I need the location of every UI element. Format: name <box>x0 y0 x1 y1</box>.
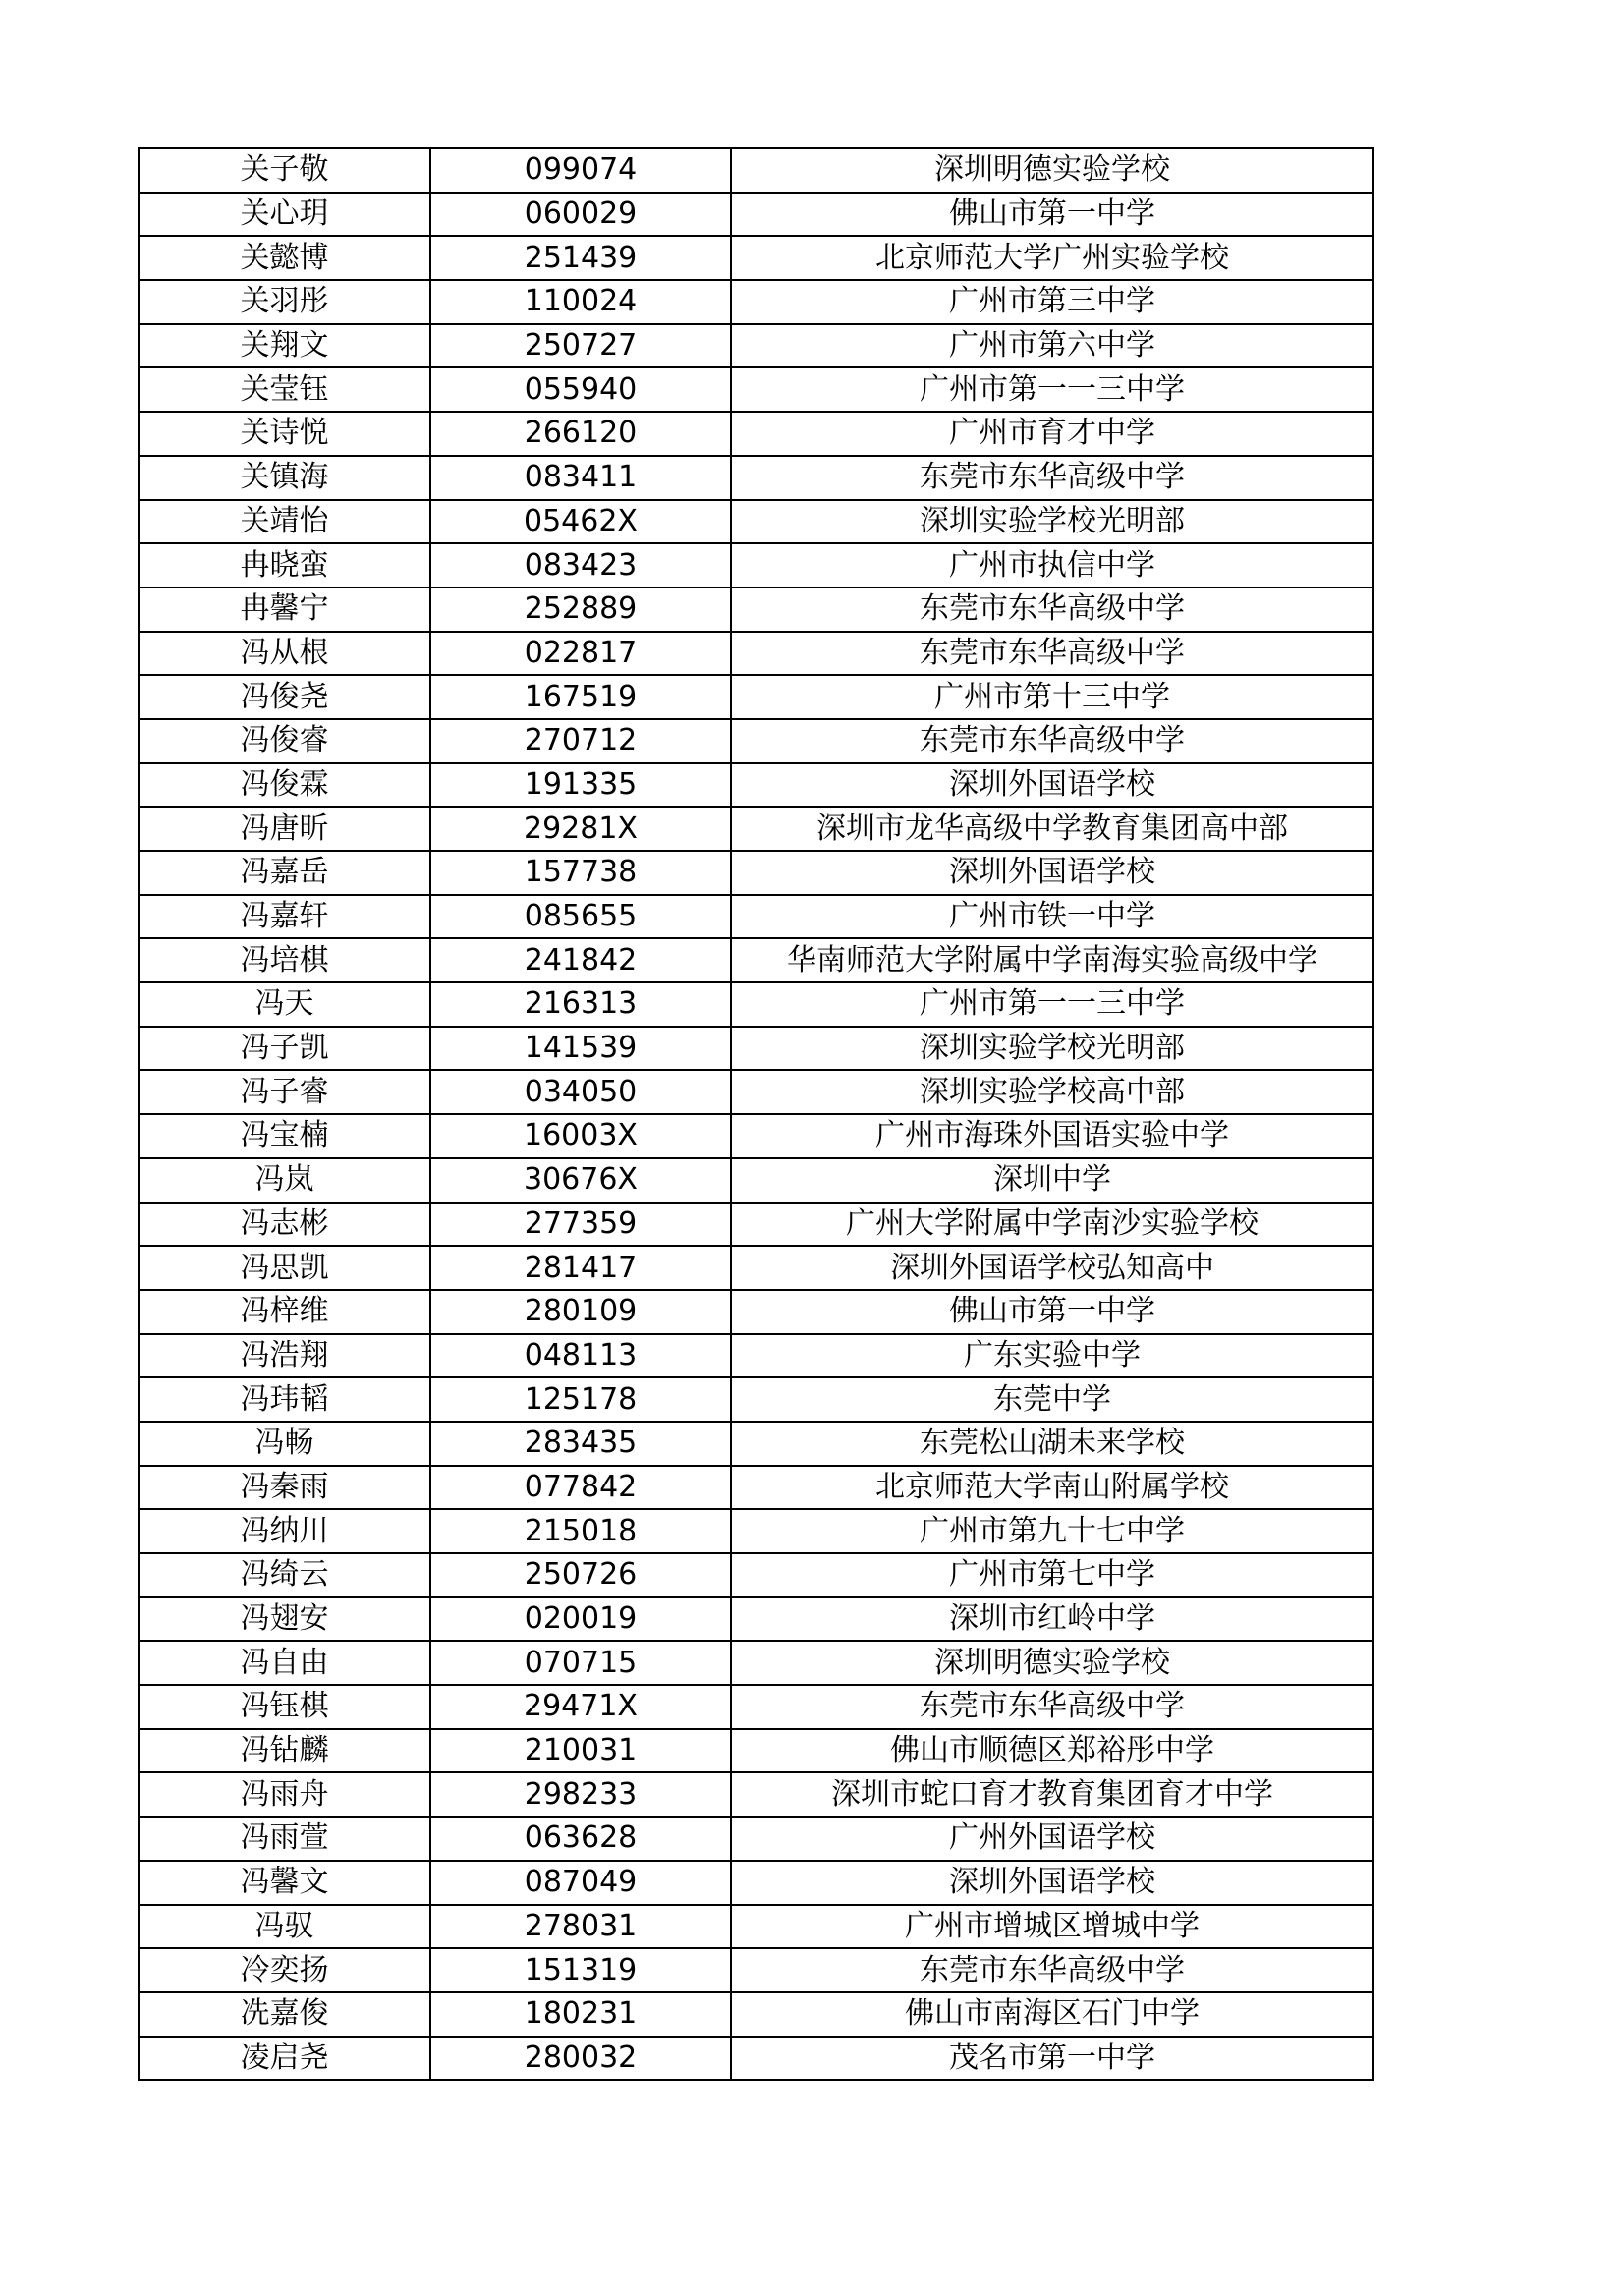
school-cell: 广州市第六中学 <box>731 324 1373 368</box>
id-cell: 16003X <box>430 1114 731 1158</box>
school-cell: 广州市海珠外国语实验中学 <box>731 1114 1373 1158</box>
school-cell: 深圳外国语学校弘知高中 <box>731 1246 1373 1290</box>
table-row <box>139 1817 1373 1861</box>
school-cell: 深圳实验学校高中部 <box>731 1070 1373 1114</box>
id-cell: 077842 <box>430 1466 731 1510</box>
name-cell: 冯子凯 <box>139 1027 430 1071</box>
school-cell: 深圳外国语学校 <box>731 1861 1373 1905</box>
school-cell: 深圳市龙华高级中学教育集团高中部 <box>731 807 1373 851</box>
name-cell: 冯俊霖 <box>139 763 430 808</box>
id-cell: 087049 <box>430 1861 731 1905</box>
table-row <box>139 1641 1373 1685</box>
table-row <box>139 1290 1373 1334</box>
table-row <box>139 1246 1373 1290</box>
school-cell: 广州市执信中学 <box>731 543 1373 588</box>
id-cell: 022817 <box>430 632 731 676</box>
name-cell: 冉馨宁 <box>139 588 430 632</box>
school-cell: 东莞中学 <box>731 1377 1373 1422</box>
name-cell: 冯岚 <box>139 1158 430 1203</box>
roster-table-body <box>139 148 1373 2080</box>
school-cell: 佛山市第一中学 <box>731 1290 1373 1334</box>
table-row <box>139 1729 1373 1773</box>
table-row <box>139 588 1373 632</box>
table-row <box>139 763 1373 808</box>
name-cell: 冯畅 <box>139 1422 430 1466</box>
name-cell: 冼嘉俊 <box>139 1992 430 2037</box>
id-cell: 151319 <box>430 1948 731 1992</box>
school-cell: 东莞市东华高级中学 <box>731 588 1373 632</box>
school-cell: 东莞市东华高级中学 <box>731 456 1373 500</box>
id-cell: 210031 <box>430 1729 731 1773</box>
school-cell: 深圳实验学校光明部 <box>731 1027 1373 1071</box>
table-row <box>139 148 1373 193</box>
name-cell: 冯绮云 <box>139 1553 430 1597</box>
school-cell: 广州市第十三中学 <box>731 675 1373 719</box>
school-cell: 深圳市蛇口育才教育集团育才中学 <box>731 1772 1373 1817</box>
table-row <box>139 1948 1373 1992</box>
id-cell: 191335 <box>430 763 731 808</box>
table-row <box>139 1772 1373 1817</box>
school-cell: 华南师范大学附属中学南海实验高级中学 <box>731 938 1373 982</box>
id-cell: 099074 <box>430 148 731 193</box>
name-cell: 冯从根 <box>139 632 430 676</box>
name-cell: 关心玥 <box>139 193 430 237</box>
name-cell: 冯纳川 <box>139 1509 430 1553</box>
id-cell: 278031 <box>430 1905 731 1949</box>
id-cell: 055940 <box>430 367 731 412</box>
table-row <box>139 1334 1373 1378</box>
table-row <box>139 1597 1373 1642</box>
id-cell: 298233 <box>430 1772 731 1817</box>
name-cell: 冯玮韬 <box>139 1377 430 1422</box>
id-cell: 30676X <box>430 1158 731 1203</box>
id-cell: 216313 <box>430 982 731 1027</box>
id-cell: 05462X <box>430 500 731 544</box>
table-row <box>139 324 1373 368</box>
school-cell: 广州市育才中学 <box>731 412 1373 456</box>
id-cell: 083411 <box>430 456 731 500</box>
table-row <box>139 895 1373 939</box>
name-cell: 关子敬 <box>139 148 430 193</box>
id-cell: 157738 <box>430 851 731 895</box>
name-cell: 关翔文 <box>139 324 430 368</box>
school-cell: 广州市第一一三中学 <box>731 367 1373 412</box>
id-cell: 283435 <box>430 1422 731 1466</box>
name-cell: 冯钰棋 <box>139 1685 430 1729</box>
school-cell: 广州市第三中学 <box>731 280 1373 324</box>
name-cell: 冯雨萱 <box>139 1817 430 1861</box>
name-cell: 关懿博 <box>139 236 430 280</box>
table-row <box>139 1509 1373 1553</box>
table-row <box>139 675 1373 719</box>
table-row <box>139 982 1373 1027</box>
table-row <box>139 456 1373 500</box>
school-cell: 广州市增城区增城中学 <box>731 1905 1373 1949</box>
school-cell: 东莞松山湖未来学校 <box>731 1422 1373 1466</box>
id-cell: 29281X <box>430 807 731 851</box>
name-cell: 冯唐昕 <box>139 807 430 851</box>
school-cell: 北京师范大学广州实验学校 <box>731 236 1373 280</box>
id-cell: 252889 <box>430 588 731 632</box>
table-row <box>139 1070 1373 1114</box>
table-row <box>139 1158 1373 1203</box>
id-cell: 251439 <box>430 236 731 280</box>
table-row <box>139 236 1373 280</box>
school-cell: 茂名市第一中学 <box>731 2037 1373 2081</box>
table-row <box>139 1422 1373 1466</box>
id-cell: 241842 <box>430 938 731 982</box>
table-row <box>139 807 1373 851</box>
name-cell: 冯浩翔 <box>139 1334 430 1378</box>
school-cell: 深圳明德实验学校 <box>731 1641 1373 1685</box>
table-row <box>139 851 1373 895</box>
name-cell: 冯子睿 <box>139 1070 430 1114</box>
name-cell: 冯翅安 <box>139 1597 430 1642</box>
name-cell: 关莹钰 <box>139 367 430 412</box>
table-row <box>139 1027 1373 1071</box>
id-cell: 250727 <box>430 324 731 368</box>
id-cell: 215018 <box>430 1509 731 1553</box>
name-cell: 冉晓蛮 <box>139 543 430 588</box>
school-cell: 佛山市顺德区郑裕彤中学 <box>731 1729 1373 1773</box>
name-cell: 冯嘉岳 <box>139 851 430 895</box>
name-cell: 冷奕扬 <box>139 1948 430 1992</box>
table-row <box>139 412 1373 456</box>
school-cell: 深圳市红岭中学 <box>731 1597 1373 1642</box>
table-row <box>139 280 1373 324</box>
school-cell: 广州大学附属中学南沙实验学校 <box>731 1203 1373 1247</box>
name-cell: 冯俊睿 <box>139 719 430 763</box>
table-row <box>139 543 1373 588</box>
id-cell: 280109 <box>430 1290 731 1334</box>
table-row <box>139 1905 1373 1949</box>
id-cell: 250726 <box>430 1553 731 1597</box>
table-row <box>139 632 1373 676</box>
school-cell: 深圳明德实验学校 <box>731 148 1373 193</box>
id-cell: 167519 <box>430 675 731 719</box>
id-cell: 048113 <box>430 1334 731 1378</box>
school-cell: 深圳实验学校光明部 <box>731 500 1373 544</box>
name-cell: 冯自由 <box>139 1641 430 1685</box>
id-cell: 270712 <box>430 719 731 763</box>
id-cell: 034050 <box>430 1070 731 1114</box>
name-cell: 冯培棋 <box>139 938 430 982</box>
id-cell: 125178 <box>430 1377 731 1422</box>
name-cell: 冯嘉轩 <box>139 895 430 939</box>
name-cell: 冯钻麟 <box>139 1729 430 1773</box>
name-cell: 冯梓维 <box>139 1290 430 1334</box>
school-cell: 东莞市东华高级中学 <box>731 1948 1373 1992</box>
table-row <box>139 1861 1373 1905</box>
id-cell: 280032 <box>430 2037 731 2081</box>
table-row <box>139 719 1373 763</box>
table-row <box>139 1685 1373 1729</box>
school-cell: 广州市第九十七中学 <box>731 1509 1373 1553</box>
school-cell: 深圳外国语学校 <box>731 763 1373 808</box>
id-cell: 266120 <box>430 412 731 456</box>
table-row <box>139 367 1373 412</box>
name-cell: 冯志彬 <box>139 1203 430 1247</box>
table-row <box>139 1203 1373 1247</box>
table-row <box>139 938 1373 982</box>
name-cell: 关镇海 <box>139 456 430 500</box>
table-row <box>139 1553 1373 1597</box>
id-cell: 060029 <box>430 193 731 237</box>
table-row <box>139 193 1373 237</box>
school-cell: 东莞市东华高级中学 <box>731 719 1373 763</box>
name-cell: 冯思凯 <box>139 1246 430 1290</box>
school-cell: 北京师范大学南山附属学校 <box>731 1466 1373 1510</box>
id-cell: 277359 <box>430 1203 731 1247</box>
name-cell: 凌启尧 <box>139 2037 430 2081</box>
school-cell: 佛山市第一中学 <box>731 193 1373 237</box>
name-cell: 冯雨舟 <box>139 1772 430 1817</box>
school-cell: 广州外国语学校 <box>731 1817 1373 1861</box>
school-cell: 深圳外国语学校 <box>731 851 1373 895</box>
id-cell: 070715 <box>430 1641 731 1685</box>
id-cell: 141539 <box>430 1027 731 1071</box>
table-row <box>139 1114 1373 1158</box>
school-cell: 广州市第七中学 <box>731 1553 1373 1597</box>
name-cell: 冯秦雨 <box>139 1466 430 1510</box>
id-cell: 110024 <box>430 280 731 324</box>
name-cell: 冯馨文 <box>139 1861 430 1905</box>
name-cell: 冯俊尧 <box>139 675 430 719</box>
table-row <box>139 2037 1373 2081</box>
school-cell: 佛山市南海区石门中学 <box>731 1992 1373 2037</box>
id-cell: 020019 <box>430 1597 731 1642</box>
name-cell: 关靖怡 <box>139 500 430 544</box>
name-cell: 冯宝楠 <box>139 1114 430 1158</box>
school-cell: 广州市铁一中学 <box>731 895 1373 939</box>
school-cell: 广州市第一一三中学 <box>731 982 1373 1027</box>
name-cell: 冯天 <box>139 982 430 1027</box>
name-cell: 冯驭 <box>139 1905 430 1949</box>
school-cell: 东莞市东华高级中学 <box>731 632 1373 676</box>
id-cell: 29471X <box>430 1685 731 1729</box>
table-row <box>139 1377 1373 1422</box>
school-cell: 广东实验中学 <box>731 1334 1373 1378</box>
roster-table <box>138 147 1374 2081</box>
name-cell: 关诗悦 <box>139 412 430 456</box>
table-row <box>139 500 1373 544</box>
id-cell: 281417 <box>430 1246 731 1290</box>
table-row <box>139 1992 1373 2037</box>
name-cell: 关羽彤 <box>139 280 430 324</box>
id-cell: 083423 <box>430 543 731 588</box>
table-row <box>139 1466 1373 1510</box>
id-cell: 180231 <box>430 1992 731 2037</box>
id-cell: 063628 <box>430 1817 731 1861</box>
school-cell: 深圳中学 <box>731 1158 1373 1203</box>
school-cell: 东莞市东华高级中学 <box>731 1685 1373 1729</box>
id-cell: 085655 <box>430 895 731 939</box>
